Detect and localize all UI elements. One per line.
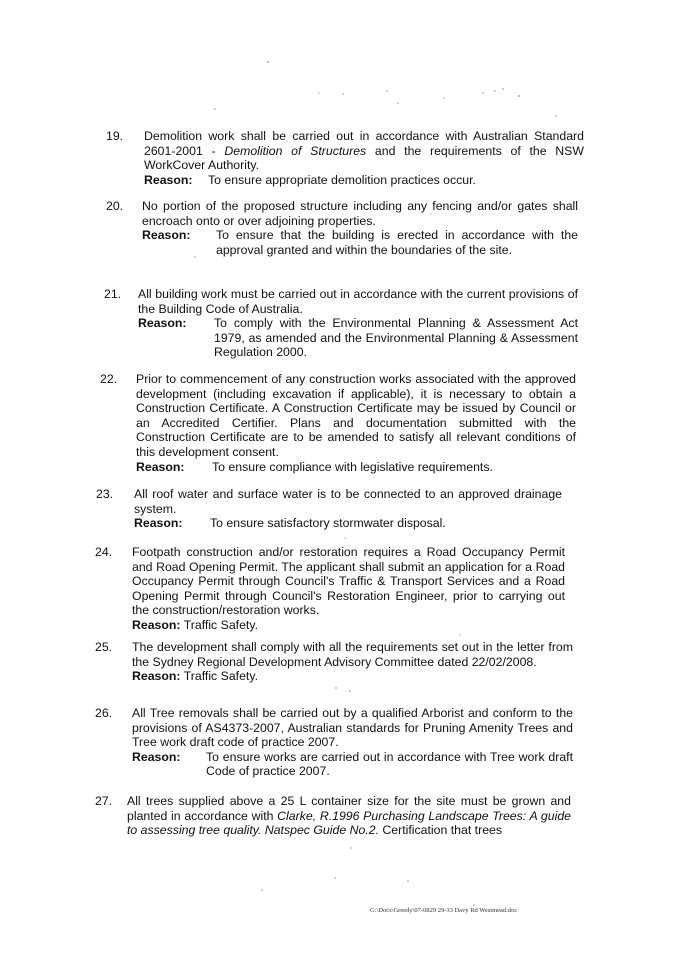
reason-text: To ensure that the building is erected in accordance with the approval granted and within the boundaries of the site. (216, 228, 578, 257)
reason-label: Reason: (136, 459, 185, 474)
file-path-footer: G:\Docs\Greedy\07-0829 29-33 Davy Rd Westmead.doc (370, 907, 518, 914)
condition-number: 27. (95, 794, 113, 808)
condition-number: 24. (95, 545, 113, 559)
reason-line (142, 228, 578, 257)
reason-line (132, 750, 573, 779)
reason-label: Reason: (142, 228, 191, 243)
condition-number: 20. (106, 199, 124, 213)
reason-line (144, 173, 584, 188)
reason-line (136, 460, 576, 475)
condition-number: 26. (95, 706, 113, 720)
condition-text: Prior to commencement of any construction works associated with the approved development (including excavation if applicable), it is necessary to obtain a Construction Certificate. A Construction Certificate may be issued by Council or an Accredited Certifier. Plans and documentation submitted with the Construction Certificate are to be amended to satisfy all relevant conditions of this development consent. Reason: To ensure compliance with legislative requirements. (136, 372, 576, 474)
condition-text: All building work must be carried out in accordance with the current provisions of the Building Code of Australia. Reason: To comply with the Environmental Planning & Assessment Act 1979, as amended and the Environmental Planning & Assessment Regulation 2000. (138, 287, 578, 360)
reason-text: To comply with the Environmental Planning & Assessment Act 1979, as amended and the Environmental Planning & Assessment Regulation 2000. (214, 316, 578, 360)
reason-text: To ensure works are carried out in accordance with Tree work draft Code of practice 2007. (206, 749, 573, 779)
condition-text: All trees supplied above a 25 L container size for the site must be grown and planted in accordance with Clarke, R.1996 Purchasing Landscape Trees: A guide to assessing tree quality. Natspec Guide No.2. Certification that trees (127, 794, 571, 838)
condition-number: 19. (106, 129, 124, 143)
condition-text: All roof water and surface water is to be connected to an approved drainage system. Reason: To ensure satisfactory stormwater disposal. (134, 487, 562, 531)
condition-text: Footpath construction and/or restoration requires a Road Occupancy Permit and Road Opening Permit. The applicant shall submit an application for a Road Occupancy Permit through Council's Traffic & Transport Services and a Road Opening Permit through Council's Restoration Engineer, prior to carrying out the construction/restoration works. Reason: Traffic Safety. (132, 545, 565, 632)
reason-label: Reason: (144, 172, 193, 187)
reason-line (134, 516, 562, 531)
reason-label: Reason: (132, 617, 181, 632)
reason-text: To ensure satisfactory stormwater disposal. (210, 516, 446, 531)
reason-label: Reason: (134, 516, 183, 531)
reason-text: Traffic Safety. (183, 617, 258, 632)
condition-text: Demolition work shall be carried out in accordance with Australian Standard 2601-2001 - Demolition of Structures and the requirements of the NSW WorkCover Authority. Reason: To ensure appropriate demolition practices occur. (144, 129, 584, 187)
condition-number: 22. (100, 372, 118, 386)
reason-label: Reason: (132, 749, 181, 764)
condition-text: The development shall comply with all the requirements set out in the letter from the Sydney Regional Development Advisory Committee dated 22/02/2008. Reason: Traffic Safety. (132, 640, 573, 684)
reason-text: To ensure compliance with legislative requirements. (212, 459, 493, 474)
condition-text: All Tree removals shall be carried out by a qualified Arborist and conform to the provisions of AS4373-2007, Australian standards for Pruning Amenity Trees and Tree work draft code of practice 2007. Reason: To ensure works are carried out in accordance with Tree work draft Code of practice 2007. (132, 706, 573, 779)
reason-text: Traffic Safety. (183, 669, 258, 684)
condition-text: No portion of the proposed structure including any fencing and/or gates shall encroach onto or over adjoining properties. Reason: To ensure that the building is erected in accordance with the approval granted and within the boundaries of the site. (142, 199, 578, 257)
reason-label: Reason: (132, 669, 181, 684)
reason-text: To ensure appropriate demolition practices occur. (208, 172, 476, 187)
reason-label: Reason: (138, 316, 187, 331)
condition-number: 25. (95, 640, 113, 654)
condition-number: 21. (104, 287, 122, 301)
condition-number: 23. (96, 487, 114, 501)
reason-line (138, 316, 578, 360)
